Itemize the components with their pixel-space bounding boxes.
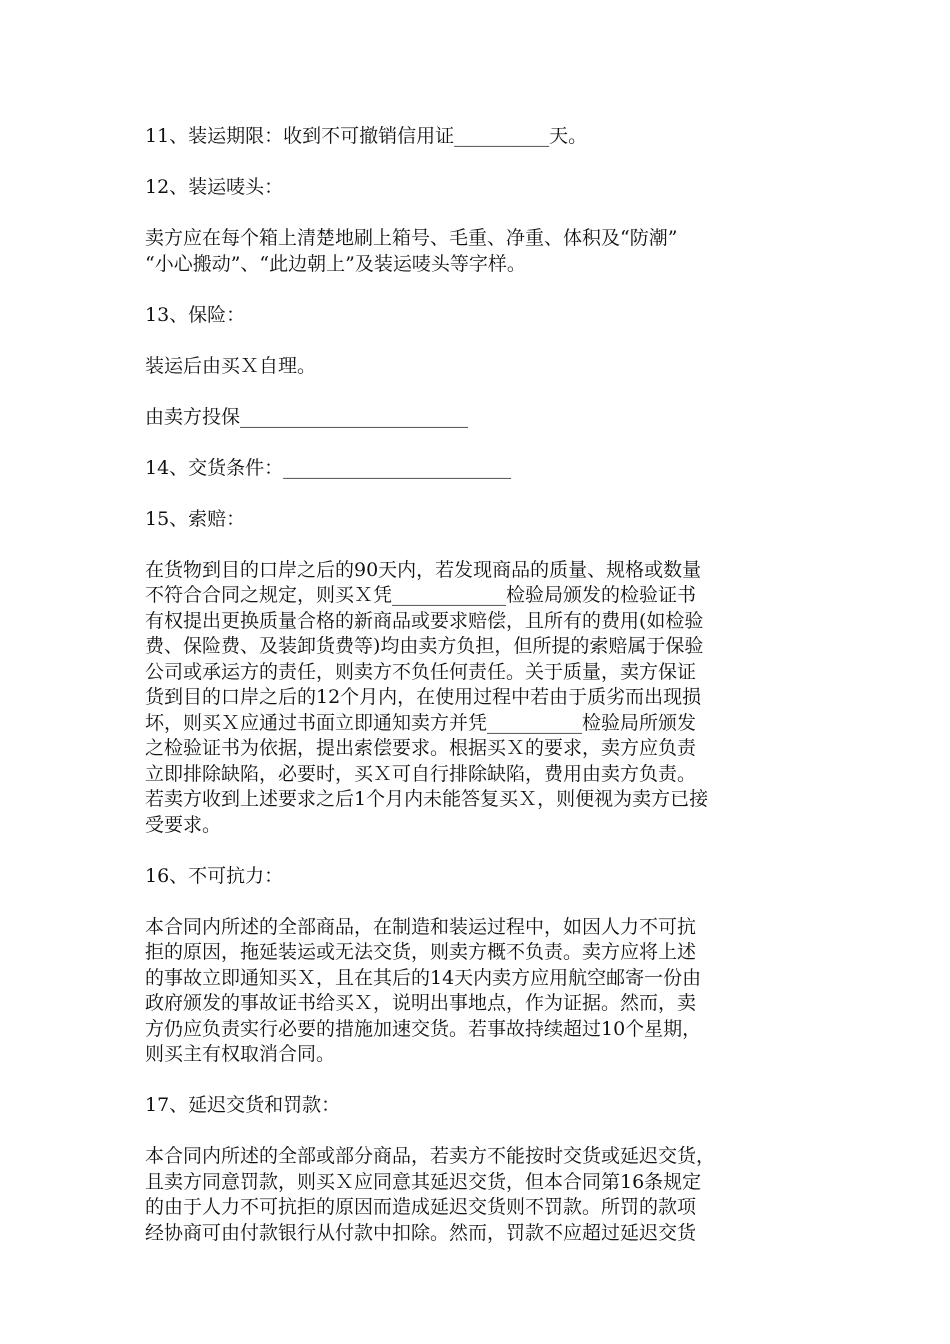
clause-16-heading: 16、不可抗力： xyxy=(145,864,284,887)
clause-13-body-buyer: 装运后由买Ｘ自理。 xyxy=(145,354,317,377)
clause-15-body: 在货物到目的口岸之后的90天内，若发现商品的质量、规格或数量 不符合合同之规定，则买Ｘ凭____________检验局颁发的检验证书 有权提出更换质量合格的新商品或要求赔偿，且所有的费用(如检验 费、保险费、及装卸货费等)均由卖方负担，但所提的索赔属于保验 公司或承运方的责任，则卖方不负任何责任。关于质量，卖方保证 货到目的口岸之后的12个月内，在使用过程中若由于质劣而出现损 坏，则买Ｘ应通过书面立即通知卖方并凭__________检验局所颁发 之检验证书为依据，提出索偿要求。根据买Ｘ的要求，卖方应负责 立即排除缺陷，必要时，买Ｘ可自行排除缺陷，费用由卖方负责。 若卖方收到上述要求之后1个月内未能答复买Ｘ，则便视为卖方已接 受要求。 xyxy=(145,558,709,836)
clause-16-body: 本合同内所述的全部商品，在制造和装运过程中，如因人力不可抗 拒的原因，拖延装运或无法交货，则卖方概不负责。卖方应将上述 的事故立即通知买Ｘ，且在其后的14天内卖方应用航空邮寄一份由 政府颁发的事故证书给买Ｘ，说明出事地点，作为证据。然而，卖 方仍应负责实行必要的措施加速交货。若事故持续超过10个星期， 则买主有权取消合同。 xyxy=(145,915,702,1065)
clause-15-heading: 15、索赔： xyxy=(145,507,246,530)
clause-13-heading: 13、保险： xyxy=(145,303,246,326)
document-body xyxy=(145,124,825,1246)
clause-12-body: 卖方应在每个箱上清楚地刷上箱号、毛重、净重、体积及“防潮” “小心搬动”、“此边朝上”及装运唛头等字样。 xyxy=(145,227,678,275)
clause-12-heading: 12、装运唛头： xyxy=(145,176,284,198)
clause-14-delivery-terms: 14、交货条件：________________________ xyxy=(145,456,512,479)
clause-11-shipment-period: 11、装运期限：收到不可撤销信用证__________天。 xyxy=(145,125,588,147)
clause-17-body: 本合同内所述的全部或部分商品，若卖方不能按时交货或延迟交货， 且卖方同意罚款，则买Ｘ应同意其延迟交货，但本合同第16条规定 的由于人力不可抗拒的原因而造成延迟交货则不罚款。所罚的款项 经协商可由付款银行从付款中扣除。然而，罚款不应超过延迟交货 xyxy=(145,1145,716,1244)
clause-17-heading: 17、延迟交货和罚款： xyxy=(145,1094,341,1116)
clause-13-body-seller: 由卖方投保________________________ xyxy=(145,405,469,428)
